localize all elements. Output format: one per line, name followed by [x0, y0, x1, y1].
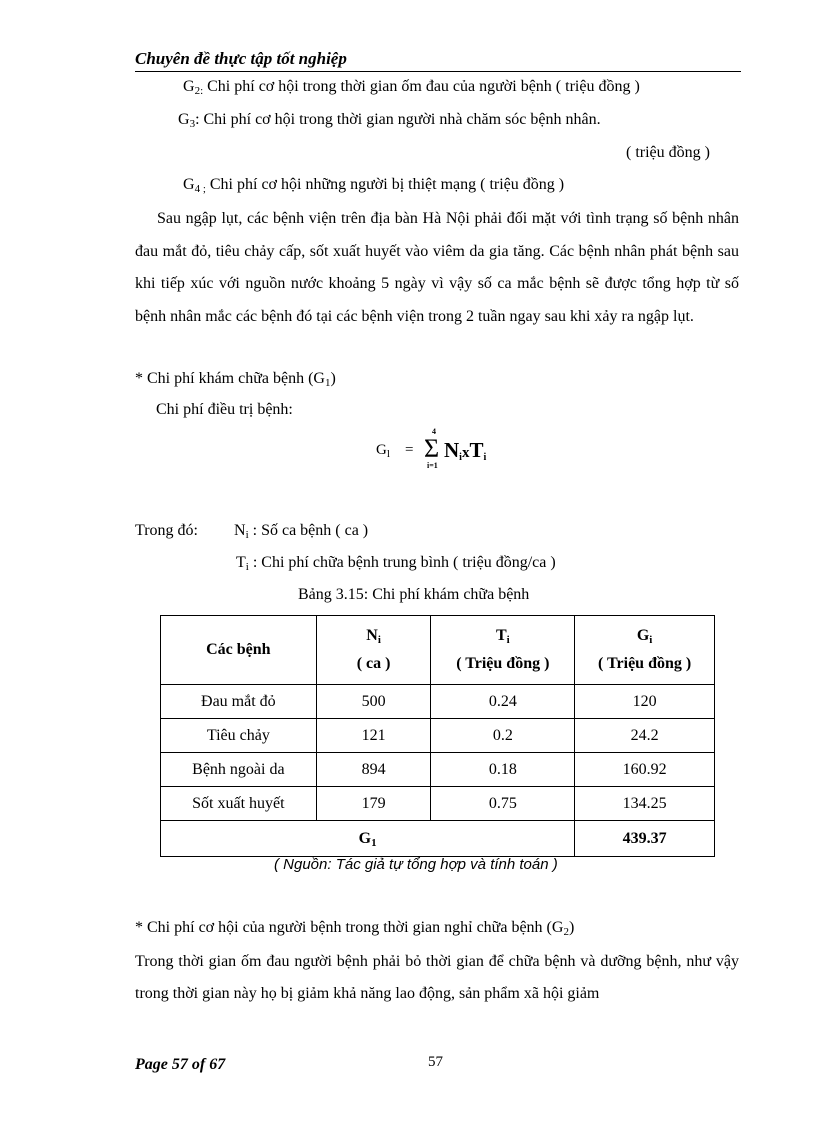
- table-row: [161, 753, 715, 787]
- total-value: 439.37: [575, 821, 715, 857]
- definition-g3-unit: ( triệu đồng ): [626, 144, 710, 161]
- where-t-definition: $T_i$ : Chi phí chữa bệnh trung bình ( triệu đồng/ca ): [236, 554, 556, 573]
- table-caption: Bảng 3.15: Chi phí khám chữa bệnh: [298, 586, 530, 603]
- where-n-definition: $N_i$ : Số ca bệnh ( ca ): [234, 522, 369, 541]
- total-label: $G_1$: [161, 821, 575, 857]
- cell-disease: Tiêu chảy: [161, 719, 317, 753]
- paragraph-flooding-text: Sau ngập lụt, các bệnh viện trên địa bàn Hà Nội phải đối mặt với tình trạng số bệnh nhân đau mắt đỏ, tiêu chảy cấp, sốt xuất huyết vào viêm da gia tăng. Các bệnh nhân phát bệnh sau khi tiếp xúc với nguồn nước khoảng 5 ngày vì vậy số ca mắc bệnh sẽ được tổng hợp từ số bệnh nhân mắc các bệnh đó tại các bệnh viện trong 2 tuần ngay sau khi xảy ra ngập lụt.: [135, 210, 739, 325]
- table-total-row: [161, 821, 715, 857]
- section-g1-close: ): [330, 370, 336, 387]
- table-row: [161, 685, 715, 719]
- header-rule: [135, 71, 741, 72]
- document-header-title: Chuyên đề thực tập tốt nghiệp: [135, 49, 347, 68]
- header-gi: $G_i$ ( Triệu đồng ): [575, 616, 715, 685]
- table-row: [161, 719, 715, 753]
- formula-lhs: $G_l$: [376, 442, 390, 460]
- section-heading-g2: * Chi phí cơ hội của người bệnh trong thời gian nghỉ chữa bệnh $(G_2)$: [135, 919, 575, 938]
- g3-symbol: G: [178, 111, 190, 128]
- g3-text: : Chi phí cơ hội trong thời gian người nhà chăm sóc bệnh nhân.: [195, 111, 601, 128]
- formula-expression: $N_ixT_i$: [444, 438, 487, 463]
- cell-unit-cost: 0.2: [431, 719, 575, 753]
- footer-page-number: 57: [428, 1054, 443, 1070]
- cell-cases: 500: [316, 685, 431, 719]
- cell-disease: Bệnh ngoài da: [161, 753, 317, 787]
- definition-g4: [183, 175, 564, 195]
- footer-page-label: Page 57 of 67: [135, 1056, 226, 1073]
- g4-symbol: G: [183, 176, 195, 193]
- header-ni: $N_i$ ( ca ): [316, 616, 431, 685]
- cell-cases: 121: [316, 719, 431, 753]
- header-disease: Các bệnh: [161, 616, 317, 685]
- cell-total-cost: 160.92: [575, 753, 715, 787]
- definition-g2: [183, 77, 640, 97]
- g3-sub: 3: [189, 118, 196, 130]
- cell-total-cost: 134.25: [575, 787, 715, 821]
- table-source-note: ( Nguồn: Tác giả tự tổng hợp và tính toán ): [274, 856, 558, 873]
- cell-unit-cost: 0.24: [431, 685, 575, 719]
- cell-unit-cost: 0.75: [431, 787, 575, 821]
- g2-sub: 2:: [194, 85, 204, 97]
- cell-disease: Sốt xuất huyết: [161, 787, 317, 821]
- g4-sub: 4 ;: [194, 183, 206, 195]
- paragraph-flooding: [135, 203, 739, 333]
- formula-sigma: Σ: [424, 434, 440, 463]
- g2-text: Chi phí cơ hội trong thời gian ốm đau của người bệnh ( triệu đồng ): [203, 78, 640, 95]
- formula-lower-limit: i=1: [427, 461, 438, 470]
- treatment-label: Chi phí điều trị bệnh:: [156, 401, 293, 418]
- section-g1-sub: 1: [324, 377, 331, 389]
- cell-disease: Đau mắt đỏ: [161, 685, 317, 719]
- header-ti: $T_i$ ( Triệu đồng ): [431, 616, 575, 685]
- cell-unit-cost: 0.18: [431, 753, 575, 787]
- section-g1-text: * Chi phí khám chữa bệnh (G: [135, 370, 325, 387]
- cell-cases: 894: [316, 753, 431, 787]
- medical-cost-table: [160, 615, 715, 857]
- table-header-row: [161, 616, 715, 685]
- section-heading-g1: [135, 369, 336, 389]
- formula-upper-limit: 4: [432, 427, 436, 436]
- cell-cases: 179: [316, 787, 431, 821]
- definition-g3: [178, 110, 601, 130]
- where-label: Trong đó:: [135, 522, 198, 539]
- formula-equals: =: [405, 442, 414, 458]
- paragraph-g2: Trong thời gian ốm đau người bệnh phải bỏ thời gian để chữa bệnh và dưỡng bệnh, như vậy trong thời gian này họ bị giảm khả năng lao động, sản phẩm xã hội giảm: [135, 953, 739, 1002]
- cell-total-cost: 120: [575, 685, 715, 719]
- table-row: [161, 787, 715, 821]
- g4-text: Chi phí cơ hội những người bị thiệt mạng ( triệu đồng ): [205, 176, 565, 193]
- cell-total-cost: 24.2: [575, 719, 715, 753]
- g2-symbol: G: [183, 78, 195, 95]
